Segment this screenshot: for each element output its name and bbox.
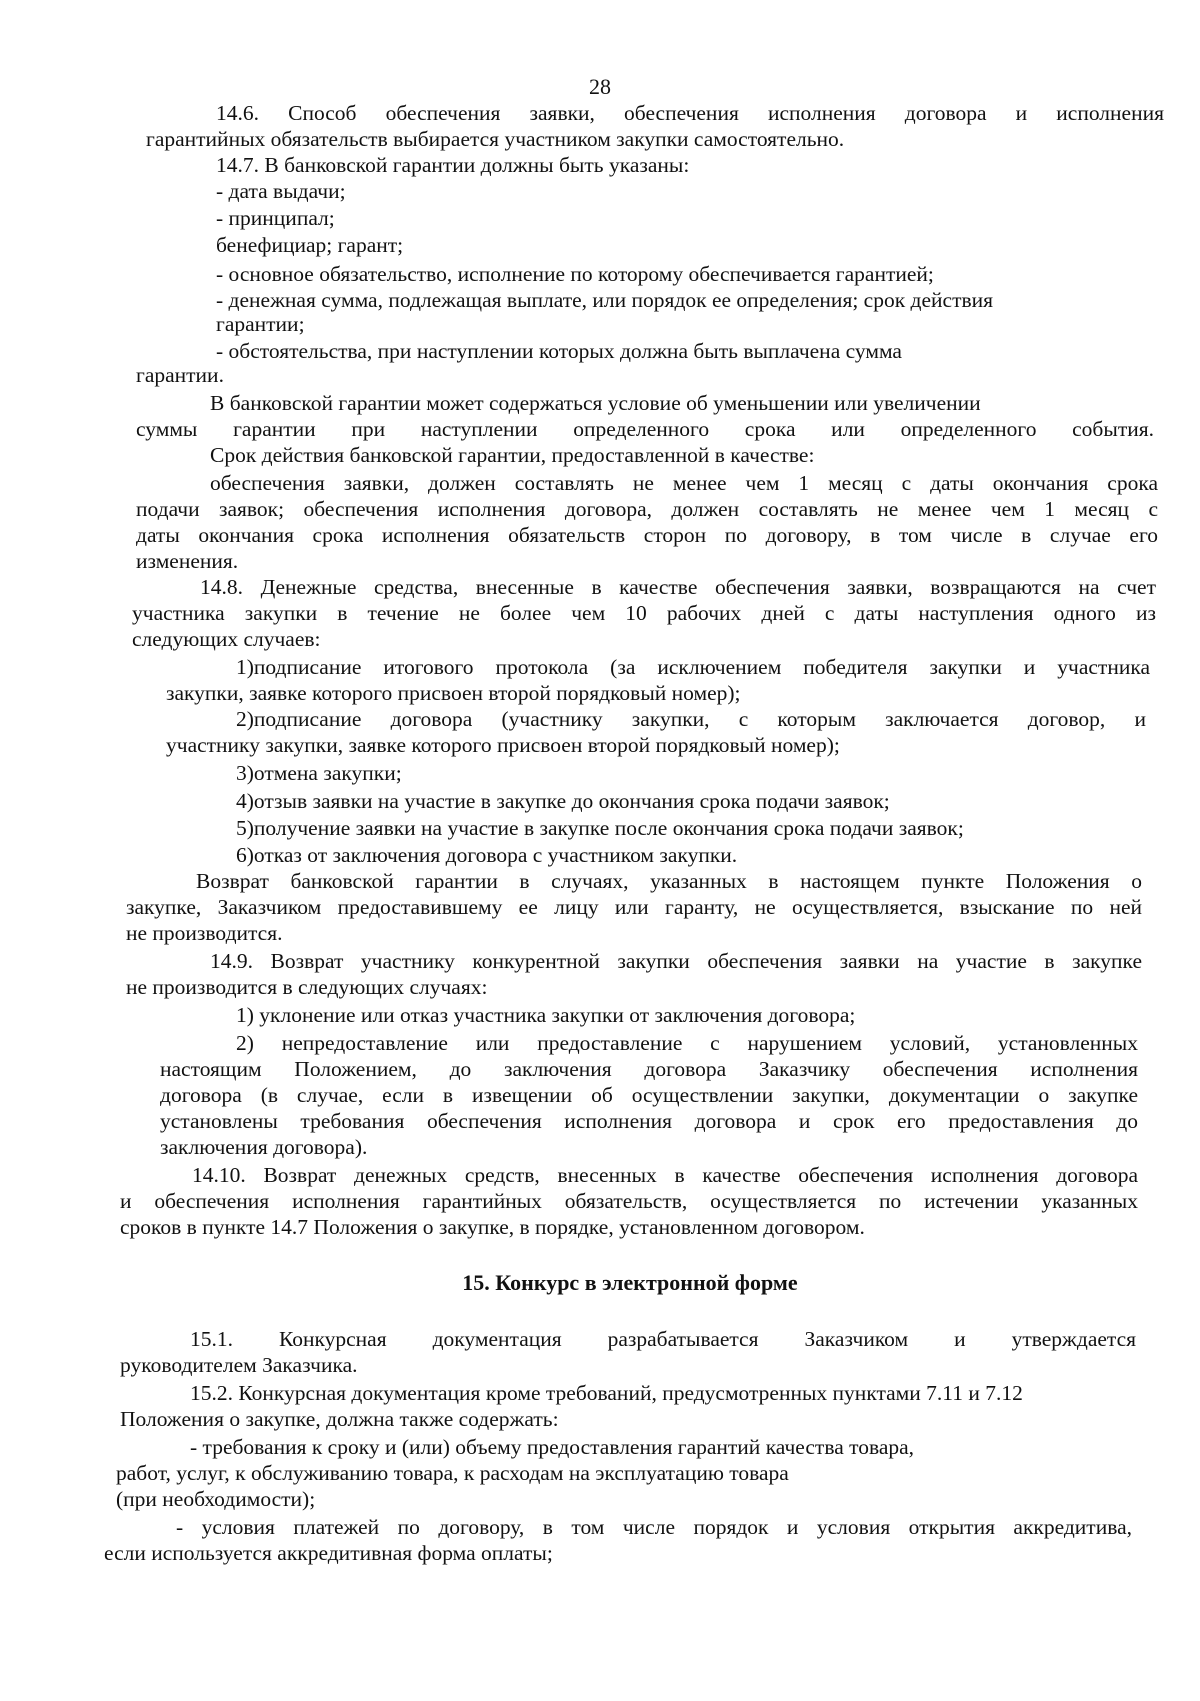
text-line: 2)подписание договора (участнику закупки, с которым заключается договор, и (236, 707, 1146, 731)
text-line: работ, услуг, к обслуживанию товара, к расходам на эксплуатацию товара (116, 1461, 789, 1485)
text-line: 6)отказ от заключения договора с участником закупки. (236, 843, 738, 867)
text-line: 1) уклонение или отказ участника закупки от заключения договора; (236, 1003, 856, 1027)
text-line: закупке, Заказчиком предоставившему ее лицу или гаранту, не осуществляется, взыскание по ней (126, 895, 1142, 919)
section-heading: 15. Конкурс в электронной форме (462, 1270, 798, 1295)
text-line: 14.7. В банковской гарантии должны быть указаны: (216, 153, 690, 177)
text-line: - условия платежей по договору, в том числе порядок и условия открытия аккредитива, (176, 1515, 1132, 1539)
text-line: суммы гарантии при наступлении определенного срока или определенного события. (136, 417, 1154, 441)
text-line: - принципал; (216, 206, 335, 230)
text-line: - требования к сроку и (или) объему предоставления гарантий качества товара, (190, 1435, 915, 1459)
text-line: руководителем Заказчика. (120, 1353, 358, 1377)
text-line: гарантии. (136, 363, 224, 387)
text-line: Возврат банковской гарантии в случаях, указанных в настоящем пункте Положения о (196, 869, 1142, 893)
text-line: обеспечения заявки, должен составлять не менее чем 1 месяц с даты окончания срока (210, 471, 1158, 495)
text-line: участнику закупки, заявке которого присвоен второй порядковый номер); (166, 733, 840, 757)
text-line: 3)отмена закупки; (236, 761, 402, 785)
text-line: (при необходимости); (116, 1487, 316, 1511)
text-line: 14.8. Денежные средства, внесенные в качестве обеспечения заявки, возвращаются на счет (200, 575, 1156, 599)
text-line: - дата выдачи; (216, 179, 346, 203)
text-line: 5)получение заявки на участие в закупке после окончания срока подачи заявок; (236, 816, 964, 840)
text-line: закупки, заявке которого присвоен второй порядковый номер); (166, 681, 741, 705)
text-line: установлены требования обеспечения исполнения договора и срок его предоставления до (160, 1109, 1138, 1133)
text-line: сроков в пункте 14.7 Положения о закупке, в порядке, установленном договором. (120, 1215, 865, 1239)
text-line: бенефициар; гарант; (216, 233, 404, 257)
text-line: - основное обязательство, исполнение по которому обеспечивается гарантией; (216, 262, 934, 286)
text-line: и обеспечения исполнения гарантийных обязательств, осуществляется по истечении указанных (120, 1189, 1138, 1213)
text-line: не производится. (126, 921, 283, 945)
text-line: В банковской гарантии может содержаться условие об уменьшении или увеличении (210, 391, 981, 415)
text-line: настоящим Положением, до заключения договора Заказчику обеспечения исполнения (160, 1057, 1138, 1081)
text-line: - денежная сумма, подлежащая выплате, или порядок ее определения; срок действия (216, 288, 994, 312)
text-line: следующих случаев: (132, 627, 321, 651)
text-line: заключения договора). (160, 1135, 368, 1159)
text-line: 4)отзыв заявки на участие в закупке до окончания срока подачи заявок; (236, 789, 890, 813)
text-line: 15.2. Конкурсная документация кроме требований, предусмотренных пунктами 7.11 и 7.12 (190, 1381, 1023, 1405)
text-line: 14.9. Возврат участнику конкурентной закупки обеспечения заявки на участие в закупке (210, 949, 1142, 973)
text-line: гарантии; (216, 312, 305, 336)
text-line: 14.10. Возврат денежных средств, внесенных в качестве обеспечения исполнения договора (192, 1163, 1138, 1187)
text-line: Положения о закупке, должна также содержать: (120, 1407, 559, 1431)
page-number: 28 (589, 74, 611, 99)
text-line: 1)подписание итогового протокола (за исключением победителя закупки и участника (236, 655, 1150, 679)
text-line: 14.6. Способ обеспечения заявки, обеспечения исполнения договора и исполнения (216, 101, 1164, 125)
text-line: - обстоятельства, при наступлении которых должна быть выплачена сумма (216, 339, 902, 363)
text-line: договора (в случае, если в извещении об осуществлении закупки, документации о закупке (160, 1083, 1138, 1107)
text-line: изменения. (136, 549, 239, 573)
text-line: гарантийных обязательств выбирается участником закупки самостоятельно. (146, 127, 845, 151)
text-line: если используется аккредитивная форма оплаты; (104, 1541, 553, 1565)
text-line: даты окончания срока исполнения обязательств сторон по договору, в том числе в случае его (136, 523, 1158, 547)
text-line: 15.1. Конкурсная документация разрабатывается Заказчиком и утверждается (190, 1327, 1136, 1351)
text-line: Срок действия банковской гарантии, предоставленной в качестве: (210, 443, 815, 467)
text-line: не производится в следующих случаях: (126, 975, 488, 999)
text-line: 2) непредоставление или предоставление с нарушением условий, установленных (236, 1031, 1138, 1055)
text-line: участника закупки в течение не более чем 10 рабочих дней с даты наступления одного из (132, 601, 1156, 625)
text-line: подачи заявок; обеспечения исполнения договора, должен составлять не менее чем 1 месяц с (136, 497, 1158, 521)
